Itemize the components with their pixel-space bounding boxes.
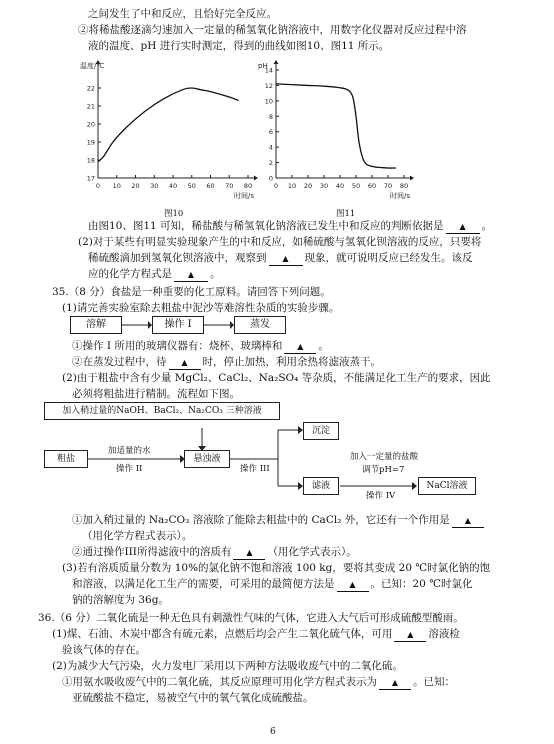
- reagents-box: 加入稍过量的NaOH、BaCl₂、Na₂CO₃ 三种溶液: [44, 402, 280, 420]
- operation-3-label: 操作 III: [240, 464, 270, 474]
- y-tick-label: 6: [268, 128, 273, 137]
- operation-2-label: 操作 II: [116, 464, 143, 474]
- y-tick-label: 0: [268, 174, 273, 183]
- text-line: ①加入稍过量的 Na₂CO₃ 溶液除了能除去粗盐中的 CaCl₂ 外，它还有一个作用是 ▲: [72, 514, 486, 528]
- text-line: 亚硫酸盐不稳定，易被空气中的氧气氧化成硫酸盐。: [72, 692, 314, 704]
- y-tick-label: 2: [268, 159, 273, 168]
- figure-caption: 图11: [336, 209, 356, 219]
- answer-blank[interactable]: ▲: [174, 269, 208, 282]
- text-line: ①操作 I 所用的玻璃仪器有：烧杯、玻璃棒和 ▲ 。: [72, 340, 329, 352]
- y-tick-label: 18: [86, 156, 95, 165]
- y-tick-label: 14: [264, 66, 273, 75]
- x-tick-label: 80: [243, 182, 253, 190]
- operation-4-label: 操作 IV: [366, 491, 396, 501]
- water-label: 加适量的水: [108, 446, 151, 456]
- text-line: (1)煤、石油、木炭中都含有硫元素，点燃后均会产生二氧化硫气体，可用 ▲ 溶液检: [52, 628, 460, 640]
- x-tick-label: 30: [150, 182, 159, 190]
- text-line: 由图10、图11 可知，稀盐酸与稀氢氧化钠溶液已发生中和反应的判断依据是 ▲ 。: [88, 220, 493, 232]
- text-line: 必须将粗盐进行精制。流程如下图。: [72, 388, 240, 400]
- question-36: 36.（6 分）二氧化硫是一种无色具有刺激性气味的气体，它进入大气后可形成硫酸型酸雨。: [38, 612, 464, 624]
- nacl-solution-box: NaCl溶液: [418, 477, 476, 495]
- x-tick-label: 60: [367, 182, 377, 190]
- x-tick-label: 0: [273, 182, 279, 190]
- ph-label: 调节pH=7: [362, 465, 405, 475]
- y-tick-label: 17: [86, 174, 95, 183]
- step-dissolve: 溶解: [70, 316, 122, 334]
- answer-blank[interactable]: ▲: [233, 547, 265, 560]
- x-tick-label: 30: [319, 182, 329, 190]
- answer-blank[interactable]: ▲: [452, 515, 484, 528]
- suspension-box: 悬浊液: [184, 450, 230, 468]
- y-tick-label: 20: [86, 120, 95, 129]
- step-operation-1: 操作 I: [152, 316, 204, 334]
- y-axis-label: 温度/℃: [80, 62, 105, 70]
- temperature-chart: [74, 56, 274, 206]
- acid-label: 加入一定量的盐酸: [350, 452, 419, 462]
- text-line: (2)对于某些有明显实验现象产生的中和反应，如稀硫酸与氢氧化钡溶液的反应，只要将: [78, 236, 482, 248]
- data-series-line: [98, 88, 239, 162]
- text-line: 液的温度、pH 进行实时测定，得到的曲线如图10、图11 所示。: [88, 40, 390, 52]
- ph-chart: [256, 56, 426, 206]
- crude-salt-box: 粗盐: [44, 450, 88, 468]
- step-evaporate: 蒸发: [234, 316, 286, 334]
- y-axis-label: pH: [258, 62, 268, 70]
- text-line: (2)由于粗盐中含有少量 MgCl₂、CaCl₂、Na₂SO₄ 等杂质，不能满足化工生产的要求，因此: [62, 372, 491, 384]
- x-tick-label: 50: [187, 182, 196, 190]
- arrow-icon: [204, 316, 234, 334]
- x-tick-label: 80: [399, 182, 409, 190]
- answer-blank[interactable]: ▲: [379, 677, 411, 690]
- answer-blank[interactable]: ▲: [169, 357, 201, 370]
- answer-blank[interactable]: ▲: [269, 253, 303, 266]
- page-number: 6: [270, 727, 276, 737]
- text-line: ①用氨水吸收废气中的二氧化硫，其反应原理可用化学方程式表示为 ▲ 。已知：: [62, 676, 455, 688]
- x-tick-label: 40: [335, 182, 345, 190]
- figure-caption: 图10: [164, 209, 184, 219]
- x-tick-label: 10: [287, 182, 297, 190]
- y-tick-label: 12: [264, 81, 273, 90]
- y-tick-label: 4: [268, 143, 273, 152]
- x-tick-label: 70: [225, 182, 234, 190]
- x-tick-label: 40: [168, 182, 178, 190]
- data-series-line: [276, 84, 396, 168]
- x-axis-arrow: [410, 176, 414, 181]
- question-35: 35.（8 分）食盐是一种重要的化工原料。请回答下列问题。: [52, 286, 331, 298]
- text-line: 和溶液，以满足化工生产的需要，可采用的最简便方法是 ▲ 。已知：20 ℃时氯化: [72, 578, 473, 590]
- text-line: (2)为减少大气污染，火力发电厂采用以下两种方法吸收废气中的二氧化硫。: [52, 660, 403, 672]
- filtrate-box: 滤液: [303, 477, 339, 495]
- text-line: ②在蒸发过程中，待 ▲ 时，停止加热，利用余热将滤液蒸干。: [72, 356, 381, 368]
- y-tick-label: 10: [264, 97, 273, 106]
- x-tick-label: 20: [131, 182, 140, 190]
- text-line: 稀硫酸滴加到氢氧化钡溶液中，观察到 ▲ 现象，就可说明反应已经发生。该反: [88, 252, 473, 264]
- text-line: (1)请完善实验室除去粗盐中泥沙等难溶性杂质的实验步骤。: [62, 302, 340, 314]
- x-tick-label: 70: [383, 182, 393, 190]
- text-line: （用化学方程式表示）。: [82, 530, 193, 542]
- text-line: 验该气体的存在。: [62, 644, 146, 656]
- y-tick-label: 19: [86, 138, 95, 147]
- y-tick-label: 21: [86, 102, 95, 111]
- x-tick-label: 60: [206, 182, 215, 190]
- text-line: ②将稀盐酸逐滴匀速加入一定量的稀氢氧化钠溶液中，用数字化仪器对反应过程中溶: [78, 24, 467, 36]
- precipitate-box: 沉淀: [303, 422, 339, 440]
- answer-blank[interactable]: ▲: [446, 221, 480, 234]
- answer-blank[interactable]: ▲: [394, 629, 426, 642]
- y-tick-label: 22: [86, 84, 95, 93]
- text-line: 应的化学方程式是 ▲ 。: [88, 268, 221, 280]
- x-axis-label: 时间/s: [234, 192, 255, 200]
- arrow-icon: [122, 316, 152, 334]
- x-tick-label: 10: [112, 182, 121, 190]
- y-axis-arrow: [274, 60, 279, 64]
- x-axis-label: 时间/s: [390, 192, 411, 200]
- x-tick-label: 20: [303, 182, 313, 190]
- text-line: 钠的溶解度为 36g。: [72, 594, 169, 606]
- answer-blank[interactable]: ▲: [284, 341, 316, 354]
- text-line: ②通过操作III所得滤液中的溶质有 ▲ （用化学式表示）。: [72, 546, 357, 558]
- text-line: 之间发生了中和反应，且恰好完全反应。: [88, 8, 277, 20]
- text-line: (3)若有溶质质量分数为 10%的氯化钠不饱和溶液 100 kg，要将其变成 20 ℃时氯化钠的饱: [62, 562, 491, 574]
- answer-blank[interactable]: ▲: [337, 579, 369, 592]
- x-tick-label: 0: [95, 182, 101, 190]
- y-tick-label: 8: [268, 112, 273, 121]
- x-tick-label: 50: [351, 182, 361, 190]
